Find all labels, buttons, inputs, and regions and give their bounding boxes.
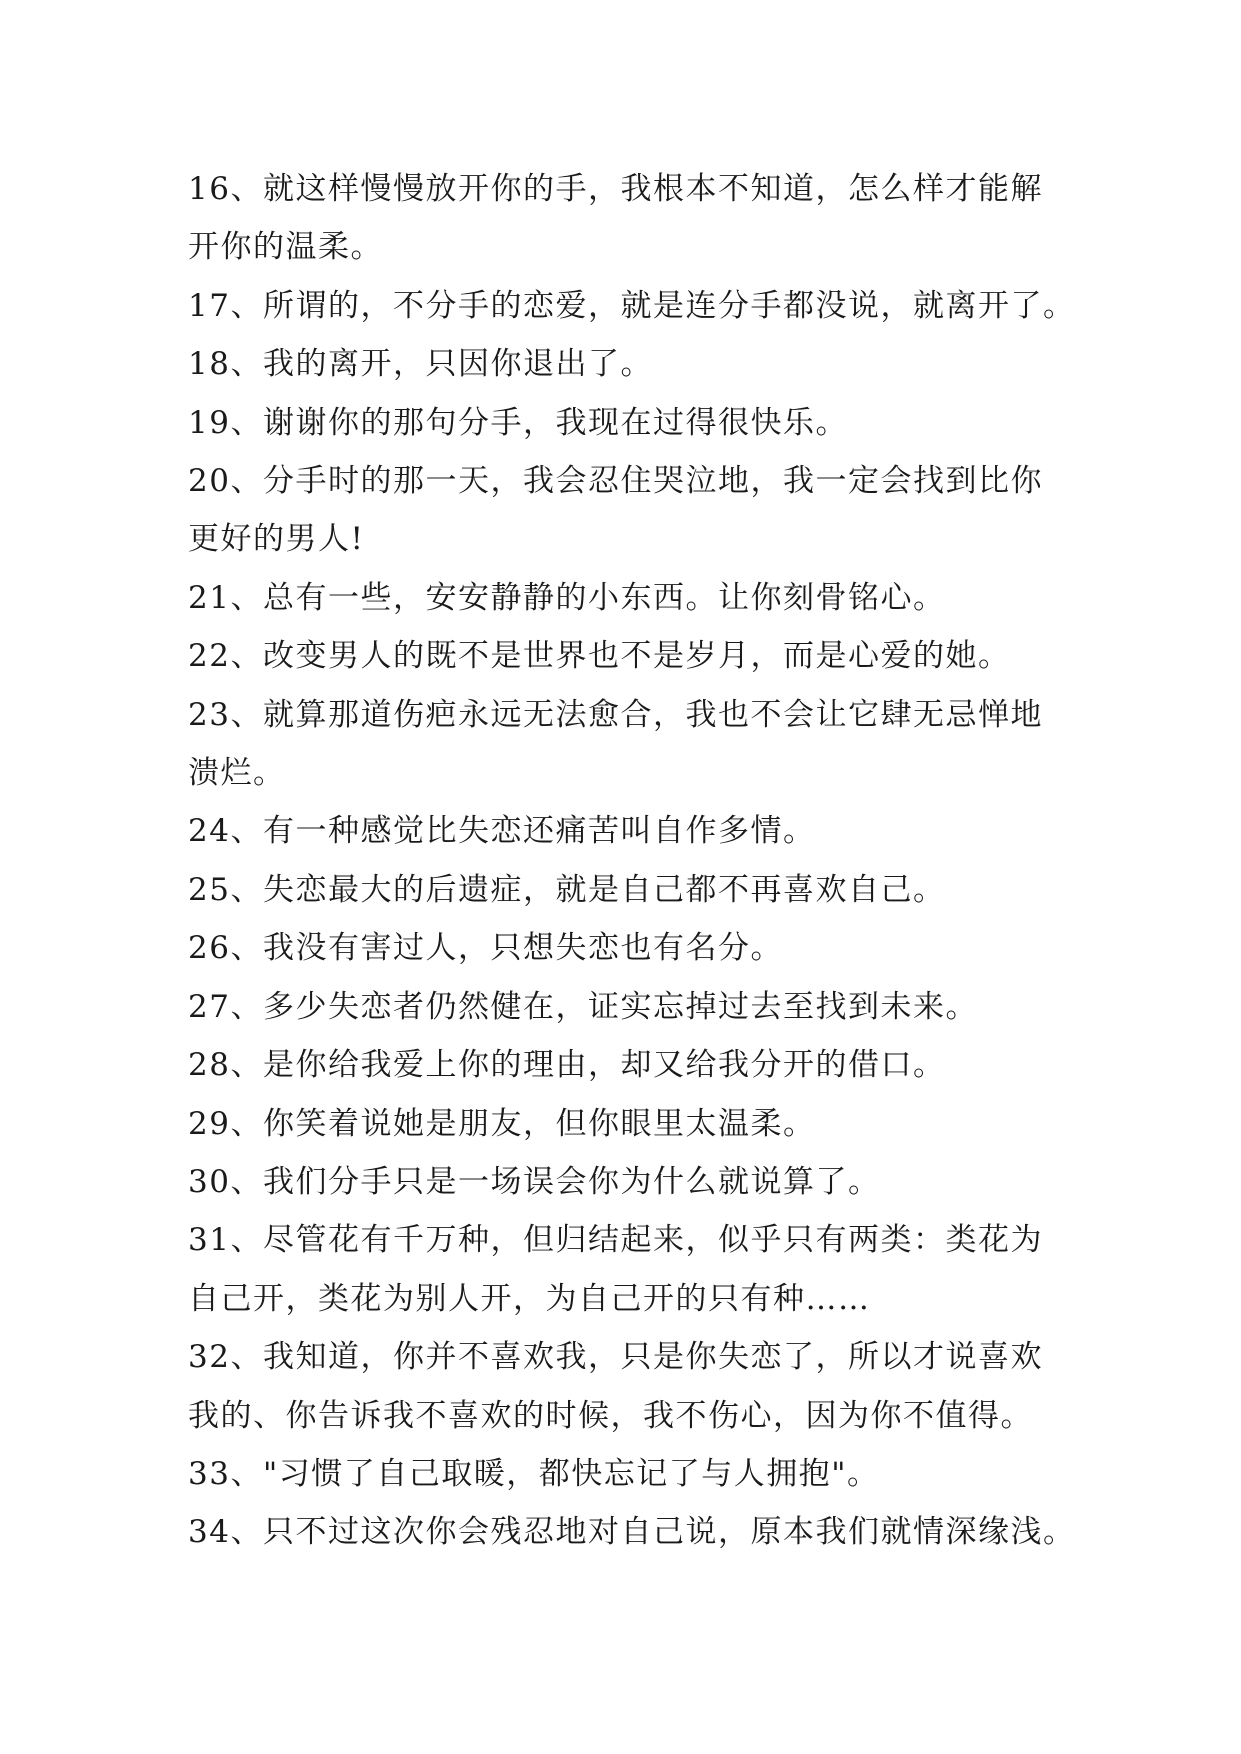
text-line: 25、失恋最大的后遗症，就是自己都不再喜欢自己。 xyxy=(188,871,946,908)
text-line: 22、改变男人的既不是世界也不是岁月，而是心爱的她。 xyxy=(188,638,1011,675)
text-line: 19、谢谢你的那句分手，我现在过得很快乐。 xyxy=(188,404,848,441)
text-line: 28、是你给我爱上你的理由，却又给我分开的借口。 xyxy=(188,1047,946,1084)
text-line: 23、就算那道伤疤永远无法愈合，我也不会让它肆无忌惮地 xyxy=(188,696,1043,733)
text-line: 27、多少失恋者仍然健在，证实忘掉过去至找到未来。 xyxy=(188,988,978,1025)
text-line: 溃烂。 xyxy=(188,755,286,792)
text-line: 16、就这样慢慢放开你的手，我根本不知道，怎么样才能解 xyxy=(188,171,1043,207)
text-line: 更好的男人! xyxy=(188,521,365,558)
text-line: 32、我知道，你并不喜欢我，只是你失恋了，所以才说喜欢 xyxy=(188,1339,1043,1376)
text-line: 31、尽管花有千万种，但归结起来，似乎只有两类：类花为 xyxy=(188,1222,1043,1259)
text-line: 21、总有一些，安安静静的小东西。让你刻骨铭心。 xyxy=(188,579,946,616)
text-line: 29、你笑着说她是朋友，但你眼里太温柔。 xyxy=(188,1105,816,1142)
text-line: 开你的温柔。 xyxy=(188,229,383,266)
text-line: 24、有一种感觉比失恋还痛苦叫自作多情。 xyxy=(188,813,816,850)
text-line: 我的、你告诉我不喜欢的时候，我不伤心，因为你不值得。 xyxy=(188,1397,1033,1434)
text-line: 34、只不过这次你会残忍地对自己说，原本我们就情深缘浅。 xyxy=(188,1514,1076,1551)
text-line: 26、我没有害过人，只想失恋也有名分。 xyxy=(188,930,783,967)
text-line: 17、所谓的，不分手的恋爱，就是连分手都没说，就离开了。 xyxy=(188,287,1076,324)
text-line: 33、"习惯了自己取暖，都快忘记了与人拥抱"。 xyxy=(188,1455,880,1492)
text-line: 自己开，类花为别人开，为自己开的只有种…… xyxy=(188,1280,871,1317)
text-line: 30、我们分手只是一场误会你为什么就说算了。 xyxy=(188,1163,881,1200)
text-line: 18、我的离开，只因你退出了。 xyxy=(188,346,653,383)
document-body xyxy=(188,160,1076,1562)
text-line: 20、分手时的那一天，我会忍住哭泣地，我一定会找到比你 xyxy=(188,463,1043,500)
